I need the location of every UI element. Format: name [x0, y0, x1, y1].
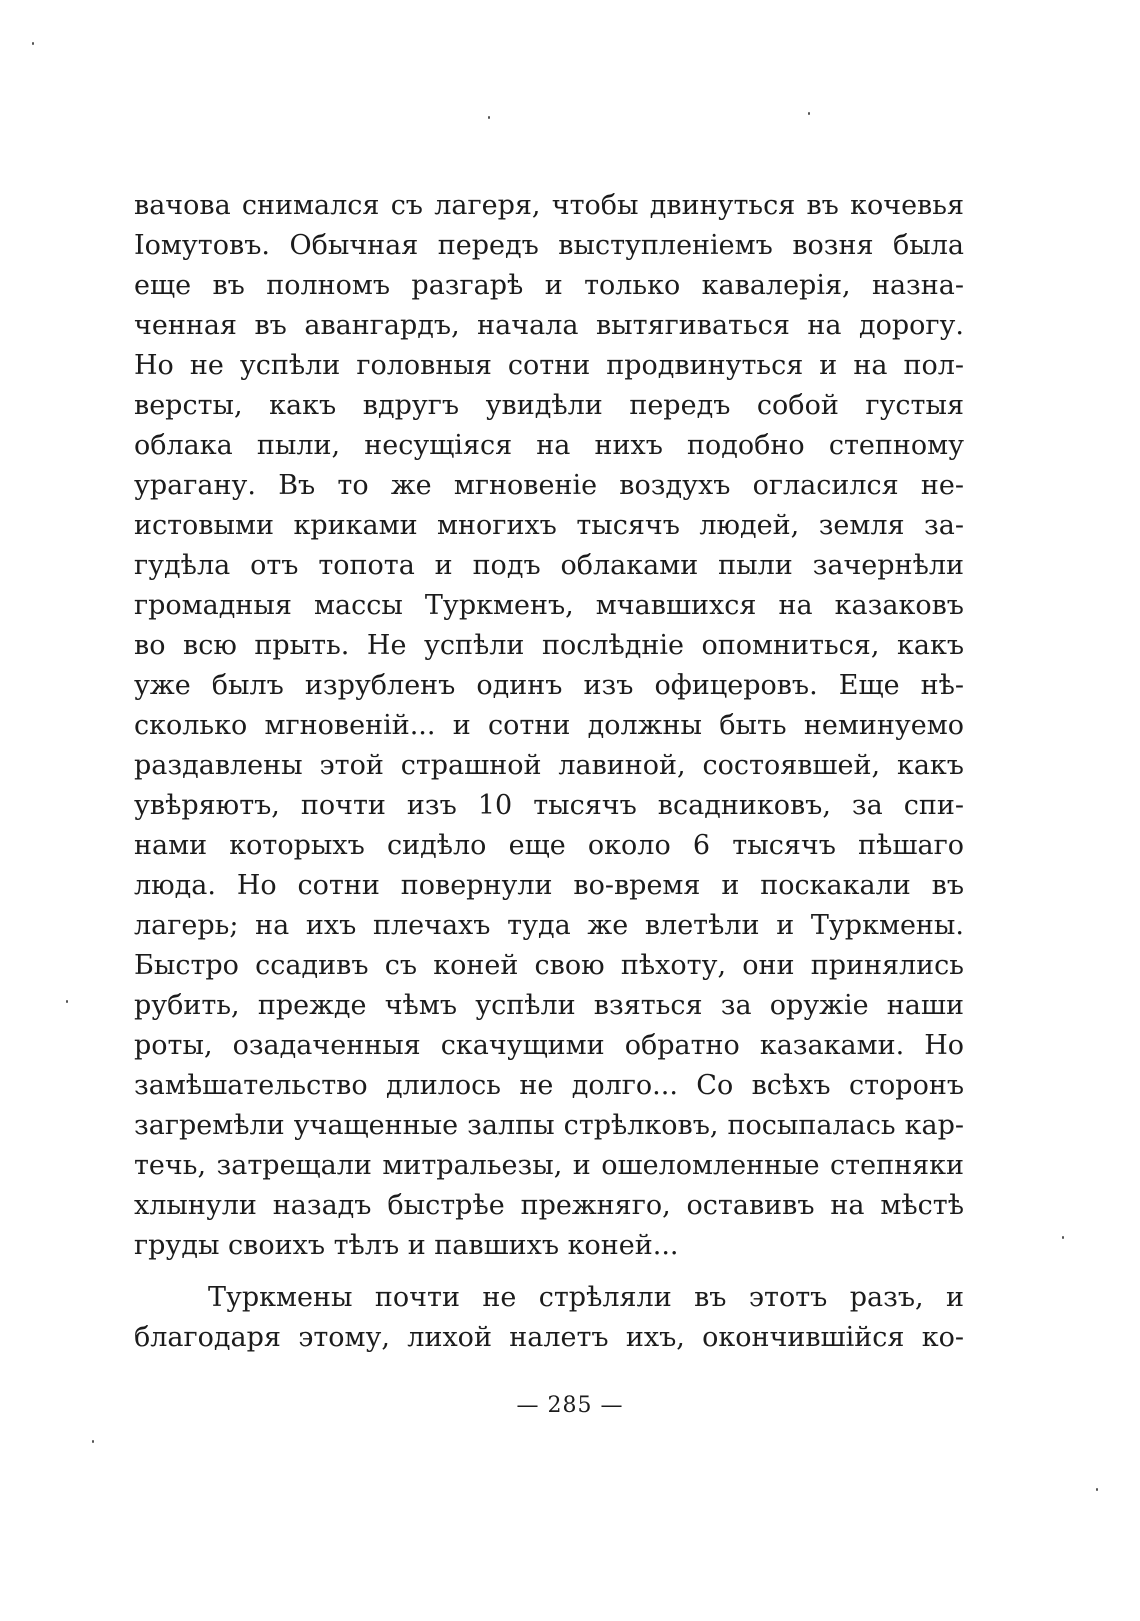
text-line: гудѣла отъ топота и подъ облаками пыли зачернѣли — [134, 550, 964, 581]
scan-speck — [66, 1000, 68, 1003]
text-line: роты, озадаченныя скачущими обратно казаками. Но — [134, 1030, 964, 1061]
text-line: вачова снимался съ лагеря, чтобы двинуться въ кочевья — [134, 190, 964, 221]
body-text — [134, 186, 964, 1358]
text-line: рубить, прежде чѣмъ успѣли взяться за оружіе наши — [134, 990, 964, 1021]
text-line: истовыми криками многихъ тысячъ людей, земля за- — [134, 510, 964, 541]
text-line: версты, какъ вдругъ увидѣли передъ собой густыя — [134, 390, 964, 421]
paragraph-2 — [134, 1278, 964, 1358]
scan-speck — [92, 1440, 94, 1443]
paragraph-1 — [134, 186, 964, 1266]
scan-speck — [32, 42, 34, 45]
text-line: Туркмены почти не стрѣляли въ этотъ разъ, и — [208, 1282, 964, 1313]
text-line: раздавлены этой страшной лавиной, состоявшей, какъ — [134, 750, 964, 781]
text-line: замѣшательство длилось не долго... Со всѣхъ сторонъ — [134, 1070, 964, 1101]
text-line: уже былъ изрубленъ одинъ изъ офицеровъ. Еще нѣ- — [134, 670, 964, 701]
text-line: лагерь; на ихъ плечахъ туда же влетѣли и Туркмены. — [134, 910, 964, 941]
text-line: люда. Но сотни повернули во-время и поскакали въ — [134, 870, 964, 901]
text-line: нами которыхъ сидѣло еще около 6 тысячъ пѣшаго — [134, 830, 964, 861]
text-line: течь, затрещали митральезы, и ошеломленные степняки — [134, 1150, 964, 1181]
text-line: урагану. Въ то же мгновеніе воздухъ огласился не- — [134, 470, 964, 501]
scan-speck — [1062, 1236, 1064, 1239]
text-line: хлынули назадъ быстрѣе прежняго, оставивъ на мѣстѣ — [134, 1190, 964, 1221]
text-line: громадныя массы Туркменъ, мчавшихся на казаковъ — [134, 590, 964, 621]
scan-speck — [1096, 1488, 1098, 1491]
text-line: Быстро ссадивъ съ коней свою пѣхоту, они принялись — [134, 950, 964, 981]
text-line: Іомутовъ. Обычная передъ выступленіемъ возня была — [134, 230, 964, 261]
paragraph-gap — [134, 1266, 964, 1278]
text-line: Но не успѣли головныя сотни продвинуться и на пол- — [134, 350, 964, 381]
page-number: — 285 — — [516, 1393, 624, 1418]
text-line: во всю прыть. Не успѣли послѣдніе опомниться, какъ — [134, 630, 964, 661]
text-line: ченная въ авангардъ, начала вытягиваться на дорогу. — [134, 310, 964, 341]
text-line: груды своихъ тѣлъ и павшихъ коней... — [134, 1230, 679, 1261]
text-line: загремѣли учащенные залпы стрѣлковъ, посыпалась кар- — [134, 1110, 964, 1141]
text-line: увѣряютъ, почти изъ 10 тысячъ всадниковъ, за спи- — [134, 790, 964, 821]
scan-speck — [808, 112, 810, 115]
text-line: благодаря этому, лихой налетъ ихъ, окончившійся ко- — [134, 1322, 964, 1353]
scan-speck — [488, 116, 490, 119]
text-line: еще въ полномъ разгарѣ и только кавалерія, назна- — [134, 270, 964, 301]
text-line: облака пыли, несущіяся на нихъ подобно степному — [134, 430, 964, 461]
text-line: сколько мгновеній... и сотни должны быть неминуемо — [134, 710, 964, 741]
